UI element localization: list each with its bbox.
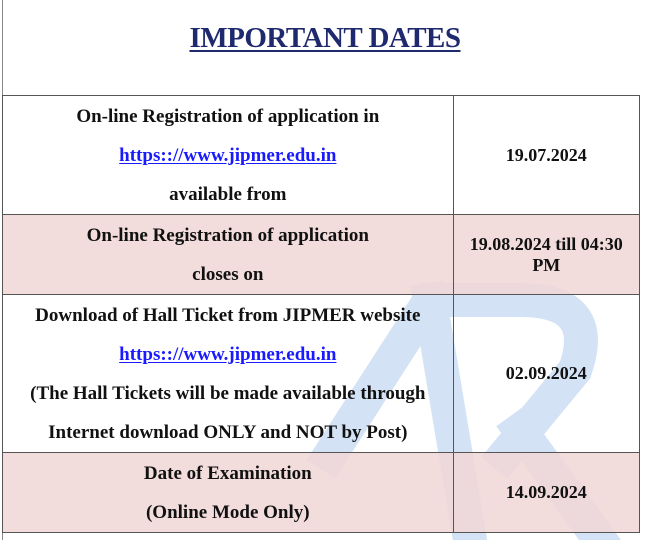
important-dates-table [2,95,640,533]
description-line: Download of Hall Ticket from JIPMER website [35,304,421,326]
jipmer-website-link[interactable]: https:://www.jipmer.edu.in [119,343,337,365]
description-line: Internet download ONLY and NOT by Post) [48,421,408,443]
table-row [3,96,640,215]
description-line: available from [169,183,287,205]
event-date: 19.08.2024 till 04:30 PM [453,215,639,295]
event-description [3,295,454,453]
event-description [3,96,454,215]
jipmer-website-link[interactable]: https:://www.jipmer.edu.in [119,144,337,166]
event-description [3,453,454,533]
table-row [3,453,640,533]
page-title: IMPORTANT DATES [189,22,461,54]
description-line: On-line Registration of application in [76,105,380,127]
description-line: closes on [192,263,264,285]
event-date: 02.09.2024 [453,295,639,453]
description-line: (Online Mode Only) [145,501,310,523]
event-date: 14.09.2024 [453,453,639,533]
description-line: (The Hall Tickets will be made available through [30,382,426,404]
table-row [3,215,640,295]
description-line: Date of Examination [143,462,312,484]
event-date: 19.07.2024 [453,96,639,215]
event-description [3,215,454,295]
description-line: On-line Registration of application [86,224,369,246]
table-row [3,295,640,453]
